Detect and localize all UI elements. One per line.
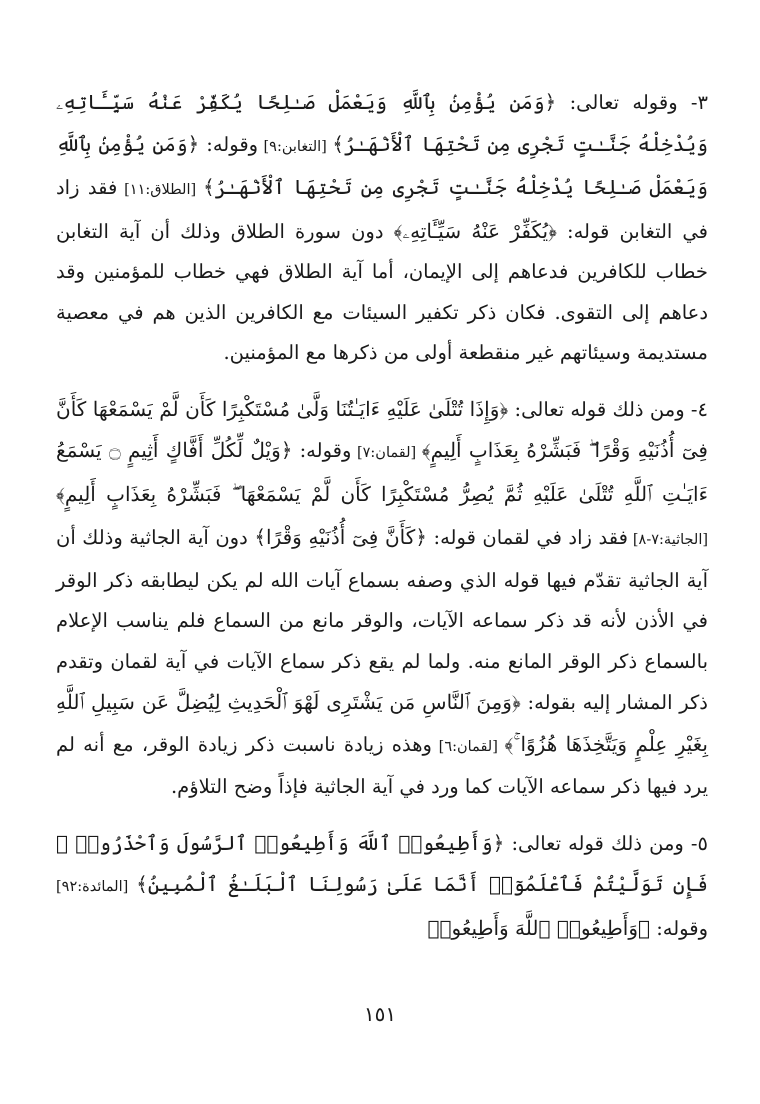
quran-verse: ﴿وَيْلٌ لِّكُلِّ أَفَّاكٍ أَثِيمٍ ۝ يَسْمَعُ ءَايَـٰتِ ٱللَّهِ تُتْلَىٰ عَلَيْهِ ثُمَّ يُصِرُّ مُسْتَكْبِرًا كَأَن لَّمْ يَسْمَعْهَا ۖ فَبَشِّرْهُ بِعَذَابٍ أَلِيمٍ﴾ — [56, 438, 708, 506]
paragraph-4 — [56, 389, 708, 808]
quran-verse: ﴿وَإِذَا تُتْلَىٰ عَلَيْهِ ءَايَـٰتُنَا وَلَّىٰ مُسْتَكْبِرًا كَأَن لَّمْ يَسْمَعْهَا كَأَنَّ فِىٓ أُذُنَيْهِ وَقْرًا ۖ فَبَشِّرْهُ بِعَذَابٍ أَلِيمٍ﴾ — [56, 396, 708, 462]
quran-verse: ﴿وَأَطِيعُوا۟ ٱللَّهَ وَأَطِيعُوا۟ ٱلرَّسُولَ وَٱحْذَرُوا۟ ۚ فَإِن تَوَلَّيْتُمْ فَٱعْلَمُوٓا۟ أَنَّمَا عَلَىٰ رَسُولِنَا ٱلْبَلَـٰغُ ٱلْمُبِينُ﴾ — [56, 830, 708, 896]
text-segment: فقد زاد في لقمان قوله: — [426, 526, 628, 549]
page-number: ١٥١ — [363, 1002, 397, 1026]
text-segment: دون آية الجاثية وذلك أن آية الجاثية تقدّم فيها قوله الذي وصفه بسماع آيات الله لم يكن ليطابقه ذكر الوقر في الأذن لأنه قد ذكر سماعه الآيات، والوقر مانع من السماع فلم يناسب الإعلام بالسماع ذكر الوقر المانع منه. ولما لم يقع ذكر سماع الآيات في آية لقمان وتقدم ذكر المشار إليه بقوله: — [56, 526, 708, 714]
page-body — [56, 82, 708, 949]
text-segment: ٤- ومن ذلك قوله تعالى: — [508, 397, 708, 421]
verse-citation: [التغابن:٩] — [258, 138, 333, 155]
text-segment: وقوله: — [292, 439, 352, 462]
verse-citation: [لقمان:٦] — [431, 738, 505, 755]
text-segment: وقوله: — [199, 132, 259, 156]
verse-citation: [الجاثية:٧-٨] — [627, 532, 708, 548]
text-segment: ٥- ومن ذلك قوله تعالى: — [504, 831, 708, 855]
paragraph-5 — [56, 823, 708, 950]
text-segment: وهذه زيادة ناسبت ذكر زيادة الوقر، مع أنه لم يرد فيها ذكر سماعه الآيات كما ورد في آية الجاثية فإذاً وضح التلاؤم. — [56, 732, 708, 798]
quran-verse: ﴿كَأَنَّ فِىٓ أُذُنَيْهِ وَقْرًا﴾ — [254, 525, 427, 549]
quran-verse: ﴿وَمِنَ ٱلنَّاسِ مَن يَشْتَرِى لَهْوَ ٱلْحَدِيثِ لِيُضِلَّ عَن سَبِيلِ ٱللَّهِ بِغَيْرِ عِلْمٍ وَيَتَّخِذَهَا هُزُوًا ۚ﴾ — [56, 690, 708, 756]
paragraph-3 — [56, 82, 708, 374]
text-segment: وقوله: — [650, 916, 708, 940]
text-segment: دون سورة الطلاق وذلك أن آية التغابن خطاب للكافرين فدعاهم إلى الإيمان، أما آية الطلاق فهي خطاب للمؤمنين وقد دعاهم إلى التقوى. فكان ذكر تكفير السيئات مع الكافرين الذين هم في معصية مستديمة وسيئاتهم غير منقطعة أولى من ذكرها مع المؤمنين. — [56, 219, 708, 364]
text-segment: ٣- وقوله تعالى: — [556, 91, 708, 114]
quran-verse: ﴿وَمَن يُؤْمِنۢ بِٱللَّهِ وَيَعْمَلْ صَـٰلِحًا يُكَفِّرْ عَنْهُ سَيِّـَٔاتِهِۦ وَيُدْخِلْهُ جَنَّـٰتٍ تَجْرِى مِن تَحْتِهَا ٱلْأَنْهَـٰرُ﴾ — [56, 90, 708, 156]
verse-citation: [لقمان:٧] — [351, 445, 422, 461]
verse-citation: [المائدة:٩٢] — [56, 879, 137, 895]
text-segment: فقد زاد في التغابن قوله: — [56, 176, 708, 243]
quran-verse: ﴿وَمَن يُؤْمِنۢ بِٱللَّهِ وَيَعْمَلْ صَـٰلِحًا يُدْخِلْهُ جَنَّـٰتٍ تَجْرِى مِن تَحْتِهَا ٱلْأَنْهَـٰرُ﴾ — [56, 131, 708, 199]
quran-verse: ﴿يُكَفِّرْ عَنْهُ سَيِّـَٔاتِهِۦ﴾ — [393, 218, 557, 243]
verse-citation: [الطلاق:١١] — [117, 182, 203, 198]
quran-verse: ﴿وَأَطِيعُوا۟ ٱللَّهَ وَأَطِيعُوا۟ — [427, 915, 651, 940]
